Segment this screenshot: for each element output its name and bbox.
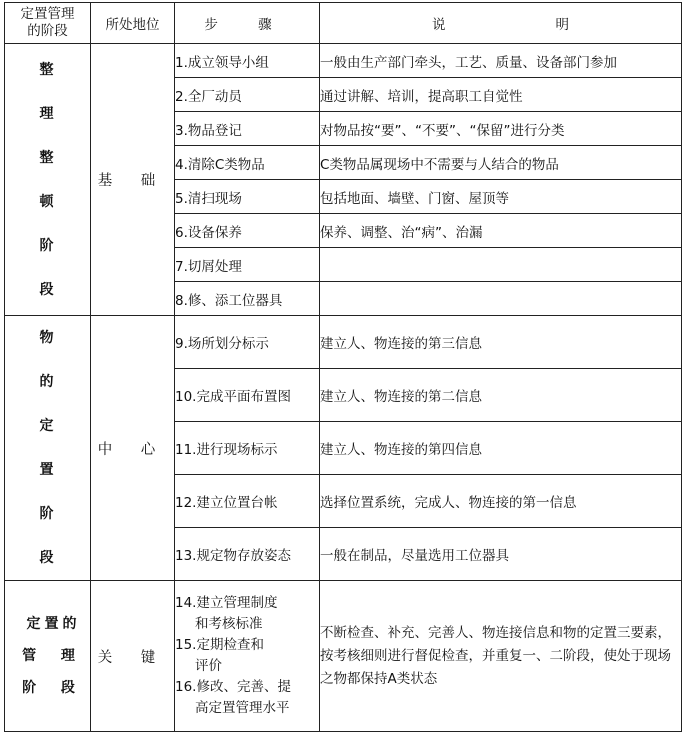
header-note-a: 说 bbox=[432, 17, 446, 33]
step-cell: 2.全厂动员 bbox=[175, 78, 320, 112]
step-cell-group3 bbox=[175, 581, 320, 732]
definition-table bbox=[4, 2, 682, 732]
note-cell: 对物品按“要”、“不要”、“保留”进行分类 bbox=[320, 112, 682, 146]
position-cell-3: 关 键 bbox=[91, 581, 175, 732]
header-stage bbox=[5, 3, 91, 44]
table-row bbox=[5, 316, 682, 369]
step-item: 14.建立管理制度 bbox=[175, 595, 278, 611]
note-cell: C类物品属现场中不需要与人结合的物品 bbox=[320, 146, 682, 180]
step-cell: 3.物品登记 bbox=[175, 112, 320, 146]
stage-line: 阶 段 bbox=[39, 506, 68, 566]
note-cell: 选择位置系统，完成人、物连接的第一信息 bbox=[320, 475, 682, 528]
step-item-cont: 和考核标准 bbox=[195, 616, 263, 632]
step-cell: 7.切屑处理 bbox=[175, 248, 320, 282]
step-item-cont: 高定置管理水平 bbox=[195, 700, 290, 716]
note-cell: 一般在制品，尽量选用工位器具 bbox=[320, 528, 682, 581]
table-row bbox=[5, 581, 682, 732]
note-cell bbox=[320, 282, 682, 316]
stage-line: 定 置 bbox=[39, 418, 68, 478]
header-stage-line1: 定置管理 bbox=[20, 6, 75, 22]
step-cell: 12.建立位置台帐 bbox=[175, 475, 320, 528]
step-item-cont: 评价 bbox=[195, 658, 222, 674]
step-cell: 6.设备保养 bbox=[175, 214, 320, 248]
note-cell: 建立人、物连接的第四信息 bbox=[320, 422, 682, 475]
note-cell: 建立人、物连接的第二信息 bbox=[320, 369, 682, 422]
stage-line: 定置的 bbox=[26, 616, 81, 632]
step-cell: 4.清除C类物品 bbox=[175, 146, 320, 180]
header-note bbox=[320, 3, 682, 44]
stage-line: 阶 段 bbox=[22, 680, 85, 696]
position-cell-2: 中 心 bbox=[91, 316, 175, 581]
position-cell-1: 基 础 bbox=[91, 44, 175, 316]
step-cell: 13.规定物存放姿态 bbox=[175, 528, 320, 581]
step-cell: 8.修、添工位器具 bbox=[175, 282, 320, 316]
stage-line: 管 理 bbox=[22, 648, 85, 664]
step-item: 16.修改、完善、提 bbox=[175, 679, 291, 695]
note-cell: 通过讲解、培训，提高职工自觉性 bbox=[320, 78, 682, 112]
note-cell: 包括地面、墙壁、门窗、屋顶等 bbox=[320, 180, 682, 214]
step-cell: 5.清扫现场 bbox=[175, 180, 320, 214]
header-note-b: 明 bbox=[555, 17, 569, 33]
stage-cell-2 bbox=[5, 316, 91, 581]
step-cell: 11.进行现场标示 bbox=[175, 422, 320, 475]
table-header-row bbox=[5, 3, 682, 44]
stage-cell-1 bbox=[5, 44, 91, 316]
stage-line: 物 的 bbox=[39, 330, 68, 390]
header-stage-line2: 的阶段 bbox=[27, 23, 68, 39]
table-row bbox=[5, 44, 682, 78]
step-cell: 9.场所划分标示 bbox=[175, 316, 320, 369]
stage-line: 整 理 bbox=[39, 61, 68, 122]
note-cell: 保养、调整、治“病”、治漏 bbox=[320, 214, 682, 248]
header-steps: 步 骤 bbox=[175, 3, 320, 44]
step-item: 15.定期检查和 bbox=[175, 637, 264, 653]
stage-cell-3 bbox=[5, 581, 91, 732]
note-cell: 建立人、物连接的第三信息 bbox=[320, 316, 682, 369]
note-cell: 一般由生产部门牵头，工艺、质量、设备部门参加 bbox=[320, 44, 682, 78]
stage-line: 整 顿 bbox=[39, 149, 68, 210]
step-cell: 10.完成平面布置图 bbox=[175, 369, 320, 422]
step-cell: 1.成立领导小组 bbox=[175, 44, 320, 78]
note-cell bbox=[320, 248, 682, 282]
header-position: 所处地位 bbox=[91, 3, 175, 44]
note-cell-group3: 不断检查、补充、完善人、物连接信息和物的定置三要素，按考核细则进行督促检查，并重复一、二阶段，使处于现场之物都保持A类状态 bbox=[320, 581, 682, 732]
stage-line: 阶 段 bbox=[39, 237, 68, 298]
